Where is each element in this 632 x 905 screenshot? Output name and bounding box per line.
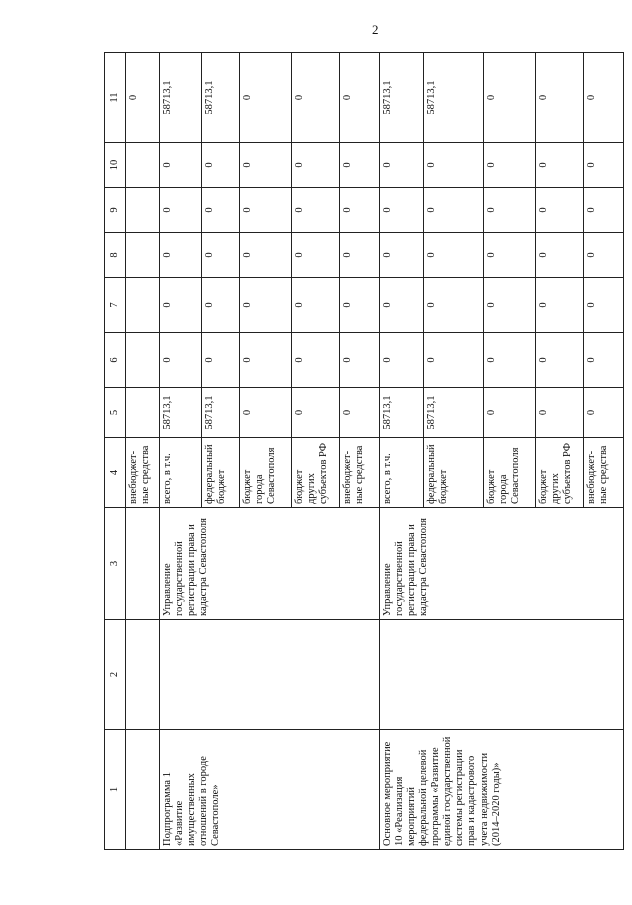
value-cell: 0 [340,233,380,278]
value-cell: 0 [160,188,202,233]
value-cell: 0 [380,333,424,388]
header-cell: 6 [105,333,126,388]
value-cell: 0 [160,278,202,333]
value-cell: 0 [240,143,292,188]
value-cell: 0 [202,143,240,188]
budget-table [104,52,624,850]
value-cell [126,333,160,388]
value-cell [126,278,160,333]
value-cell: 0 [292,388,340,438]
table-row [126,53,160,850]
value-cell: 0 [536,388,584,438]
value-cell: 0 [340,388,380,438]
column-2-cell [160,620,380,730]
funding-source-cell: бюджет города Севастополя [484,438,536,508]
value-cell: 0 [484,188,536,233]
value-cell: 0 [202,233,240,278]
funding-source-cell: федеральный бюджет [202,438,240,508]
header-cell: 8 [105,233,126,278]
value-cell: 0 [380,143,424,188]
value-cell: 0 [536,333,584,388]
value-cell: 0 [340,278,380,333]
value-cell: 0 [240,188,292,233]
funding-source-cell: внебюджет-ные средства [126,438,160,508]
rotated-table-frame [104,53,610,850]
table-body [105,53,624,850]
value-cell: 0 [536,53,584,143]
value-cell: 0 [240,278,292,333]
value-cell: 0 [424,188,484,233]
value-cell: 0 [292,278,340,333]
value-cell: 0 [292,333,340,388]
value-cell: 0 [160,333,202,388]
value-cell: 0 [240,233,292,278]
value-cell: 0 [584,278,624,333]
header-cell: 5 [105,388,126,438]
value-cell: 0 [202,333,240,388]
value-cell: 0 [584,53,624,143]
value-cell: 0 [240,333,292,388]
rotated-table-container [104,53,610,850]
value-cell: 0 [340,188,380,233]
value-cell: 58713,1 [380,53,424,143]
value-cell: 0 [484,53,536,143]
value-cell: 0 [380,233,424,278]
header-cell: 10 [105,143,126,188]
value-cell: 58713,1 [202,53,240,143]
value-cell: 0 [340,333,380,388]
executor-cell [126,508,160,620]
header-cell: 3 [105,508,126,620]
value-cell [126,233,160,278]
column-2-cell [126,620,160,730]
executor-cell: Управление государственной регистрации права и кадастра Севастополя [380,508,624,620]
header-cell: 11 [105,53,126,143]
value-cell: 0 [240,53,292,143]
header-cell: 2 [105,620,126,730]
value-cell: 0 [240,388,292,438]
value-cell: 58713,1 [160,388,202,438]
value-cell: 0 [536,143,584,188]
column-2-cell [380,620,624,730]
funding-source-cell: всего, в т.ч. [380,438,424,508]
executor-cell: Управление государственной регистрации права и кадастра Севастополя [160,508,380,620]
value-cell: 0 [160,143,202,188]
program-name-cell [126,730,160,850]
value-cell: 0 [584,188,624,233]
value-cell: 58713,1 [424,388,484,438]
funding-source-cell: бюджет других субъектов РФ [292,438,340,508]
value-cell: 0 [536,278,584,333]
value-cell: 0 [202,278,240,333]
header-cell: 9 [105,188,126,233]
value-cell: 0 [340,53,380,143]
funding-source-cell: внебюджет-ные средства [584,438,624,508]
value-cell: 0 [584,388,624,438]
value-cell: 0 [160,233,202,278]
value-cell: 0 [536,188,584,233]
program-name-cell: Подпрограмма 1 «Развитие имущественных отношений в городе Севастополе» [160,730,380,850]
funding-source-cell: внебюджет-ные средства [340,438,380,508]
value-cell: 0 [484,143,536,188]
value-cell: 58713,1 [160,53,202,143]
value-cell: 0 [424,143,484,188]
header-cell: 4 [105,438,126,508]
value-cell: 58713,1 [424,53,484,143]
value-cell: 0 [380,278,424,333]
value-cell: 0 [126,53,160,143]
value-cell: 0 [292,188,340,233]
value-cell [126,188,160,233]
value-cell: 0 [584,233,624,278]
value-cell: 0 [536,233,584,278]
value-cell: 0 [340,143,380,188]
value-cell: 0 [484,278,536,333]
table-header-row [105,53,126,850]
funding-source-cell: бюджет других субъектов РФ [536,438,584,508]
value-cell: 0 [584,333,624,388]
value-cell: 0 [424,233,484,278]
value-cell: 0 [484,388,536,438]
value-cell: 0 [484,233,536,278]
funding-source-cell: всего, в т.ч. [160,438,202,508]
value-cell: 0 [484,333,536,388]
header-cell: 1 [105,730,126,850]
value-cell: 0 [380,188,424,233]
value-cell: 0 [584,143,624,188]
funding-source-cell: федеральный бюджет [424,438,484,508]
value-cell: 0 [202,188,240,233]
value-cell: 0 [424,333,484,388]
value-cell: 0 [292,53,340,143]
value-cell [126,143,160,188]
header-cell: 7 [105,278,126,333]
page-number: 2 [372,22,379,37]
value-cell: 0 [292,233,340,278]
funding-source-cell: бюджет города Севастополя [240,438,292,508]
value-cell: 58713,1 [202,388,240,438]
value-cell: 0 [292,143,340,188]
table-row [380,53,424,850]
value-cell [126,388,160,438]
value-cell: 58713,1 [380,388,424,438]
table-row [160,53,202,850]
program-name-cell: Основное мероприятие 10 «Реализация мероприятий федеральной целевой программы «Развитие единой государственной системы регистрации прав и кадастрового учета недвижимости (2014–2020 годы)» [380,730,624,850]
value-cell: 0 [424,278,484,333]
